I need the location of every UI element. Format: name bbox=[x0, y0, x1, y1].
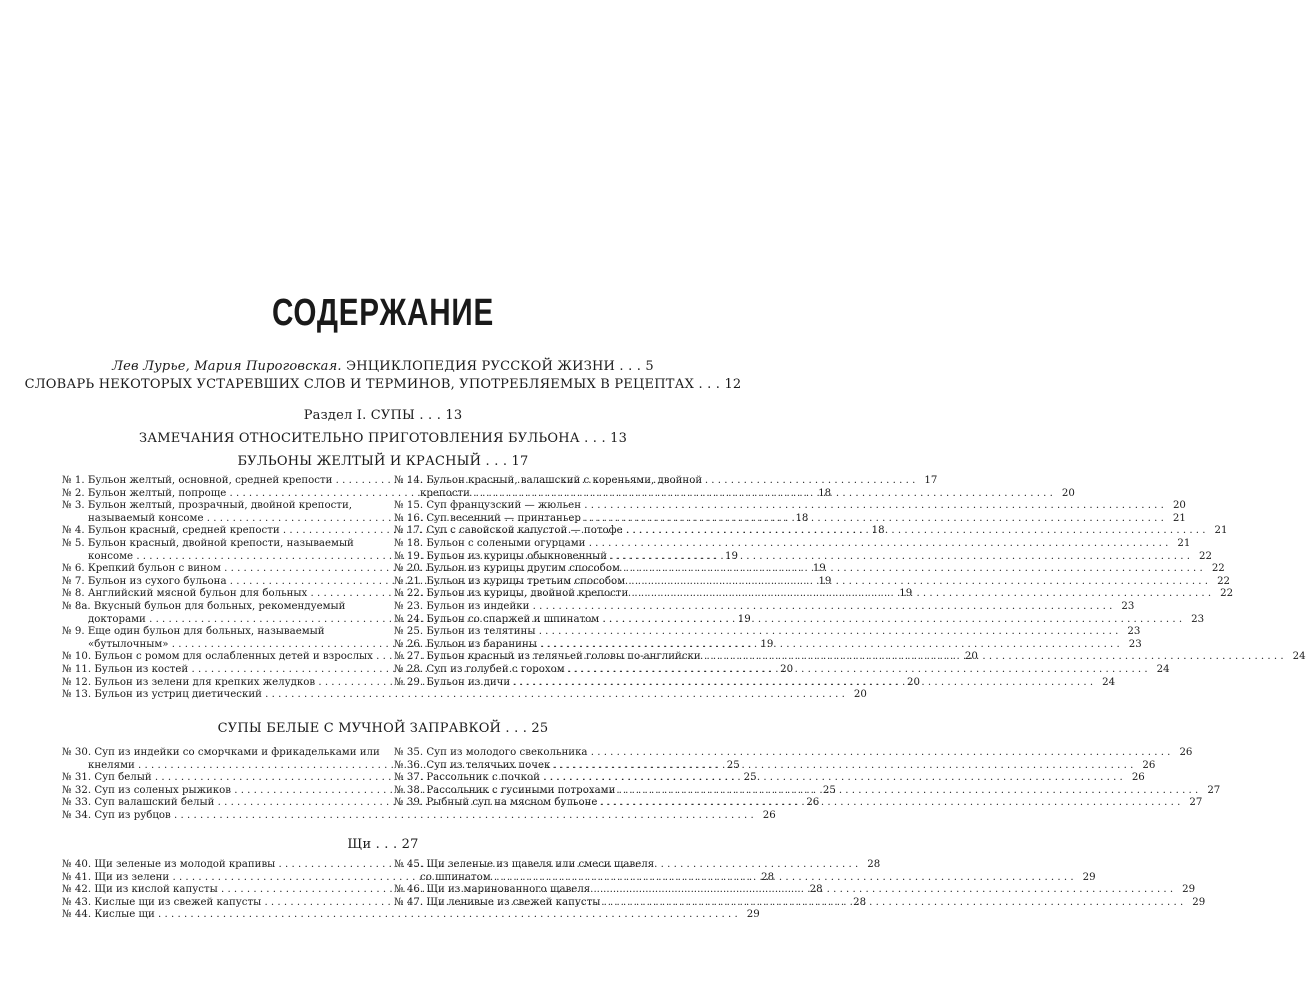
toc-entry-page: 28 bbox=[761, 871, 775, 883]
toc-entry bbox=[62, 500, 370, 513]
toc-entry bbox=[62, 909, 760, 922]
toc-entry-page: 28 bbox=[853, 896, 867, 908]
toc-entry-title: № 23. Бульон из индейки . . . bbox=[394, 601, 1112, 614]
toc-entry-title: № 36. Суп из телячьих почек . . . bbox=[394, 760, 1133, 773]
toc-entry-page: 28 bbox=[867, 859, 881, 870]
toc-entry-title: № 47. Щи ленивые из свежей капусты . . . bbox=[394, 897, 1183, 910]
toc-entry-title: называемый консоме . . . bbox=[88, 513, 786, 526]
toc-entry-title: № 7. Бульон из сухого бульона . . . bbox=[62, 576, 809, 589]
toc-entry-page: 26 bbox=[1142, 759, 1156, 771]
toc-entry-title: № 3. Бульон желтый, прозрачный, двойной крепости, bbox=[62, 500, 352, 512]
encyclopedia-title: ЭНЦИКЛОПЕДИЯ РУССКОЙ ЖИЗНИ . . . 5 bbox=[341, 359, 654, 374]
toc-entry-title: № 8а. Вкусный бульон для больных, рекомендуемый bbox=[62, 600, 346, 612]
toc-entry bbox=[62, 689, 867, 702]
toc-entry-title: со шпинатом . . . bbox=[420, 872, 1074, 885]
toc-entry-title: № 10. Бульон с ромом для ослабленных детей и взрослых . . . bbox=[62, 651, 956, 664]
toc-entry-title: № 40. Щи зеленые из молодой крапивы . . . bbox=[62, 859, 858, 872]
toc-entry-page: 22 bbox=[1211, 563, 1225, 575]
toc-entry-title: кнелями . . . bbox=[88, 760, 718, 773]
toc-entry-page: 29 bbox=[1192, 896, 1206, 908]
toc-entry bbox=[394, 550, 1212, 564]
toc-entry-title: № 1. Бульон желтый, основной, средней крепости . . . bbox=[62, 475, 915, 488]
toc-entry-page: 20 bbox=[1172, 500, 1186, 512]
toc-entry-page: 20 bbox=[964, 651, 978, 663]
toc-entry-title: № 33. Суп валашский белый . . . bbox=[62, 797, 797, 810]
toc-entry-page: 21 bbox=[1172, 512, 1186, 524]
toc-entry-title: № 18. Бульон с солеными огурцами . . . bbox=[394, 538, 1168, 551]
toc-entry-page: 23 bbox=[1128, 638, 1142, 650]
toc-entry-title: № 4. Бульон красный, средней крепости . . . bbox=[62, 525, 863, 538]
toc-entry-page: 26 bbox=[806, 797, 820, 809]
toc-entry-title: № 13. Бульон из устриц диетический . . . bbox=[62, 689, 845, 702]
toc-entry-page: 22 bbox=[1217, 575, 1231, 587]
toc-entry-page: 19 bbox=[725, 550, 738, 562]
toc-entry-title: № 39. Рыбный суп на мясном бульоне . . . bbox=[394, 797, 1180, 810]
toc-entry-page: 21 bbox=[1177, 537, 1191, 549]
toc-entry-title: «бутылочным» . . . bbox=[88, 639, 751, 652]
toc-entry-title: № 28. Суп из голубей с горохом . . . bbox=[394, 664, 1148, 677]
toc-entry bbox=[62, 626, 370, 639]
toc-entry-page: 29 bbox=[1182, 884, 1196, 896]
toc-entry-page: 24 bbox=[1156, 663, 1170, 675]
toc-entry-page: 26 bbox=[1131, 772, 1145, 784]
toc-entry bbox=[394, 600, 1135, 614]
toc-entry-page: 20 bbox=[907, 676, 921, 688]
remarks-heading: ЗАМЕЧАНИЯ ОТНОСИТЕЛЬНО ПРИГОТОВЛЕНИЯ БУЛЬОНА . . . 13 bbox=[138, 431, 628, 446]
toc-entry-title: № 34. Суп из рубцов . . . bbox=[62, 810, 754, 823]
toc-entry bbox=[394, 475, 709, 488]
toc-entry-title: № 42. Щи из кислой капусты . . . bbox=[62, 884, 801, 897]
toc-entry-page: 23 bbox=[1191, 613, 1205, 625]
toc-entry-title: № 27. Бульон красный из телячьей головы по-английски . . . bbox=[394, 651, 1284, 664]
toc-entry-page: 18 bbox=[871, 525, 885, 537]
authors: Лев Лурье, Мария Пироговская. bbox=[112, 359, 342, 374]
toc-entry-title: № 14. Бульон красный, валашский с кореньями, двойной bbox=[394, 475, 703, 486]
toc-entry-title: № 6. Крепкий бульон с вином . . . bbox=[62, 563, 804, 576]
toc-entry-title: № 26. Бульон из баранины . . . bbox=[394, 639, 1120, 652]
toc-entry-page: 23 bbox=[1127, 626, 1141, 638]
toc-entry bbox=[394, 859, 709, 872]
toc-entry-title: крепости . . . bbox=[420, 488, 1053, 501]
toc-entry bbox=[394, 500, 1186, 513]
toc-entry bbox=[394, 747, 1193, 760]
toc-entry-page: 26 bbox=[762, 809, 776, 821]
toc-entry-page: 19 bbox=[737, 613, 751, 625]
toc-entry-page: 24 bbox=[1292, 651, 1306, 663]
toc-entry bbox=[394, 537, 1191, 551]
toc-entry-title: № 38. Рассольник с гусиными потрохами . . . bbox=[394, 785, 1198, 798]
toc-entry-title: № 43. Кислые щи из свежей капусты . . . bbox=[62, 897, 844, 910]
toc-entry-page: 27 bbox=[1207, 784, 1221, 796]
toc-entry-page: 25 bbox=[743, 772, 757, 784]
toc-entry-title: № 11. Бульон из костей . . . bbox=[62, 664, 771, 677]
section-heading: Раздел I. СУПЫ . . . 13 bbox=[303, 408, 463, 423]
toc-entry bbox=[62, 809, 776, 823]
toc-entry-title: № 21. Бульон из курицы третьим способом . . . bbox=[394, 576, 1208, 589]
dictionary-heading: СЛОВАРЬ НЕКОТОРЫХ УСТАРЕВШИХ СЛОВ И ТЕРМИНОВ, УПОТРЕБЛЯЕМЫХ В РЕЦЕПТАХ . . . 12 bbox=[24, 377, 742, 392]
toc-entry bbox=[62, 601, 370, 614]
toc-entry-title: № 37. Рассольник с почкой . . . bbox=[394, 772, 1123, 785]
toc-entry-page: 25 bbox=[822, 784, 836, 796]
toc-entry-title: № 22. Бульон из курицы, двойной крепости . . . bbox=[394, 588, 1211, 601]
broths-right-list bbox=[394, 475, 1306, 689]
toc-entry-title: № 9. Еще один бульон для больных, называемый bbox=[62, 626, 325, 638]
toc-entry-page: 19 bbox=[899, 588, 913, 600]
white-soups-heading: СУПЫ БЕЛЫЕ С МУЧНОЙ ЗАПРАВКОЙ . . . 25 bbox=[217, 721, 549, 736]
toc-entry-page: 19 bbox=[818, 575, 832, 587]
toc-entry-title: № 32. Суп из соленых рыжиков . . . bbox=[62, 785, 814, 798]
toc-entry-page: 17 bbox=[924, 475, 938, 486]
toc-entry-page: 18 bbox=[795, 512, 809, 524]
encyclopedia-heading bbox=[0, 359, 766, 374]
toc-entry-page: 20 bbox=[780, 663, 794, 675]
toc-entry bbox=[62, 538, 370, 551]
toc-entry-title: № 29. Бульон из дичи . . . bbox=[394, 677, 1093, 690]
toc-entry-title: № 44. Кислые щи . . . bbox=[62, 909, 738, 922]
toc-entry-page: 29 bbox=[746, 909, 760, 921]
toc-entry bbox=[62, 747, 380, 760]
toc-entry-title: консоме . . . bbox=[88, 551, 716, 564]
toc-entry-page: 28 bbox=[809, 884, 823, 896]
toc-entry-page: 27 bbox=[1189, 797, 1203, 809]
toc-entry-title: № 2. Бульон желтый, попроще . . . bbox=[62, 488, 809, 501]
toc-entry-page: 21 bbox=[1214, 525, 1228, 537]
toc-entry-page: 18 bbox=[818, 487, 832, 499]
toc-entry-page: 22 bbox=[1198, 550, 1212, 562]
toc-entry-title: № 41. Щи из зелени . . . bbox=[62, 872, 752, 885]
toc-entry-page: 29 bbox=[1082, 871, 1096, 883]
toc-entry-page: 19 bbox=[760, 638, 774, 650]
toc-entry-title: № 24. Бульон со спаржей и шпинатом . . . bbox=[394, 614, 1182, 627]
toc-entry-title: № 46. Щи из маринованного щавеля . . . bbox=[394, 884, 1173, 897]
toc-entry-title: № 16. Суп весенний — принтаньер . . . bbox=[394, 513, 1164, 526]
toc-entry-page: 24 bbox=[1102, 676, 1116, 688]
page-title: СОДЕРЖАНИЕ bbox=[271, 292, 495, 334]
toc-entry-title: № 8. Английский мясной бульон для больных . . . bbox=[62, 588, 890, 601]
toc-entry bbox=[394, 626, 1141, 639]
toc-entry-title: № 30. Суп из индейки со сморчками и фрикадельками или bbox=[62, 747, 380, 758]
toc-entry-title: № 35. Суп из молодого свекольника . . . bbox=[394, 747, 1170, 760]
toc-entry-title: № 20. Бульон из курицы другим способом . . . bbox=[394, 563, 1203, 576]
broths-heading: БУЛЬОНЫ ЖЕЛТЫЙ И КРАСНЫЙ . . . 17 bbox=[237, 454, 529, 469]
toc-entry-title: № 5. Бульон красный, двойной крепости, называемый bbox=[62, 537, 354, 549]
toc-entry-page: 19 bbox=[812, 563, 826, 575]
toc-entry-title: № 15. Суп французский — жюльен . . . bbox=[394, 500, 1164, 513]
toc-entry-title: № 45. Щи зеленые из щавеля или смеси щавеля bbox=[394, 859, 655, 870]
toc-entry-title: № 25. Бульон из телятины . . . bbox=[394, 626, 1118, 639]
toc-entry-page: 20 bbox=[1061, 487, 1075, 499]
toc-entry-title: № 31. Суп белый . . . bbox=[62, 772, 735, 785]
toc-entry-page: 26 bbox=[1179, 747, 1193, 758]
toc-entry-title: № 19. Бульон из курицы обыкновенный . . . bbox=[394, 551, 1190, 564]
toc-entry-title: № 12. Бульон из зелени для крепких желудков . . . bbox=[62, 677, 898, 690]
toc-entry-page: 22 bbox=[1220, 588, 1234, 600]
toc-entry-title: докторами . . . bbox=[88, 614, 729, 627]
toc-entry-page: 23 bbox=[1121, 600, 1135, 612]
toc-entry-page: 25 bbox=[726, 759, 740, 771]
toc-entry-page: 20 bbox=[853, 689, 867, 701]
toc-entry-title: № 17. Суп с савойской капустой — потофе . . . bbox=[394, 525, 1206, 538]
shchi-heading: Щи . . . 27 bbox=[347, 837, 419, 852]
